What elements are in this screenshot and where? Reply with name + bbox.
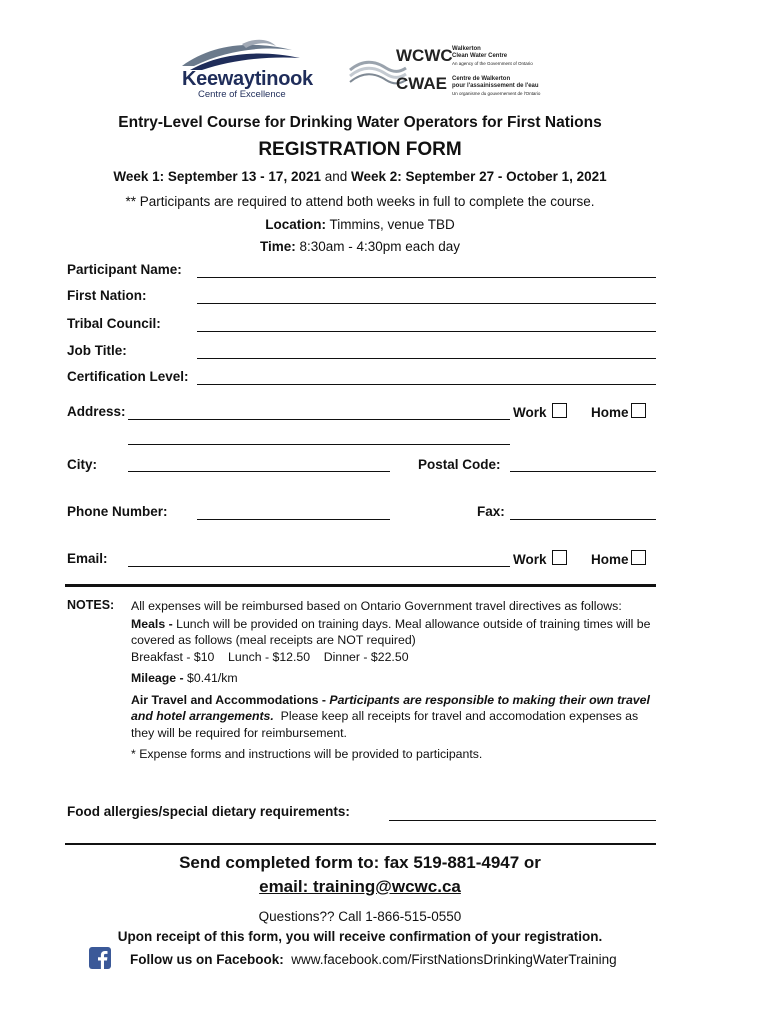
notes-intro: All expenses will be reimbursed based on Ontario Government travel directives as follows: [131,599,622,613]
location [0,217,720,232]
participant-name-field[interactable] [197,277,656,278]
and-text: and [320,169,352,184]
address-home-checkbox[interactable] [631,403,646,418]
meals-label: Meals - [131,616,177,631]
week-2: Week 2: September 27 - October 1, 2021 [351,169,607,184]
week-1: Week 1: September 13 - 17, 2021 [113,169,321,184]
air-text: Please keep all receipts for travel and accomodation expenses as they will be required for reimbursement. [131,709,642,740]
email-work-option[interactable] [513,550,567,567]
wcwc-acronym: WCWC [396,46,453,65]
notes-meals [131,616,656,649]
keewaytinook-name: Keewaytinook [182,68,313,90]
cwae-acronym: CWAE [396,74,447,93]
wcwc-name-1: Walkerton [452,46,481,52]
course-title: Entry-Level Course for Drinking Water Operators for First Nations [118,114,602,131]
mileage-value: $0.41/km [187,671,238,685]
participants-note: ** Participants are required to attend both weeks in full to complete the course. [125,194,595,209]
keewaytinook-logo [172,36,317,102]
email-work-label: Work [513,552,547,567]
send-form-line-1: Send completed form to: fax 519-881-4947 or [179,853,541,872]
food-allergies-label: Food allergies/special dietary requirements: [67,804,350,819]
air-emphasis: Participants are responsible to making their own travel and hotel arrangements. [131,692,650,723]
section-divider-2 [65,843,656,845]
address-work-label: Work [513,405,547,420]
postal-code-label: Postal Code: [418,457,501,472]
job-title-field[interactable] [197,358,656,359]
fax-field[interactable] [510,519,656,520]
time-label: Time: [259,239,296,254]
participant-name-label: Participant Name: [67,262,182,277]
wcwc-cwae-logo [348,44,578,104]
notes-air-travel [131,692,656,742]
notes-forms: * Expense forms and instructions will be provided to participants. [131,747,483,761]
address-work-option[interactable] [513,403,567,420]
phone-field[interactable] [197,519,390,520]
location-value: Timmins, venue TBD [325,217,455,232]
certification-level-label: Certification Level: [67,369,189,384]
email-work-checkbox[interactable] [552,550,567,565]
notes-label: NOTES: [67,598,115,612]
form-title: REGISTRATION FORM [258,139,462,160]
keewaytinook-subtitle: Centre of Excellence [198,89,286,100]
address-field-2[interactable] [128,444,510,445]
wcwc-name-2: Clean Water Centre [452,53,508,59]
section-divider-1 [65,584,656,587]
notes-mileage [131,670,656,687]
address-home-option[interactable] [591,403,646,420]
time-value: 8:30am - 4:30pm each day [295,239,461,254]
city-label: City: [67,457,97,472]
fax-label: Fax: [477,504,505,519]
wcwc-name-3: An agency of the Government of Ontario [452,61,533,66]
facebook-icon[interactable] [89,947,111,969]
meals-rates: Breakfast - $10 Lunch - $12.50 Dinner - $22.50 [131,649,409,664]
email-label: Email: [67,551,108,566]
postal-code-field[interactable] [510,471,656,472]
location-label: Location: [265,217,326,232]
first-nation-label: First Nation: [67,288,147,303]
email-field[interactable] [128,566,510,567]
facebook-url[interactable]: www.facebook.com/FirstNationsDrinkingWaterTraining [283,952,617,967]
meals-text: Lunch will be provided on training days. Meal allowance outside of training times will be covered as follows (meal receipts are NOT required) [131,616,651,647]
facebook-row [89,947,669,973]
mileage-label: Mileage - [131,671,188,685]
send-form-line-2[interactable]: email: training@wcwc.ca [259,877,461,896]
cwae-name-2: pour l'assainissement de l'eau [452,83,539,89]
address-field-1[interactable] [128,419,510,420]
questions-line: Questions?? Call 1-866-515-0550 [258,909,462,924]
tribal-council-field[interactable] [197,331,656,332]
cwae-name-1: Centre de Walkerton [452,76,511,82]
food-allergies-field[interactable] [389,820,656,821]
certification-level-field[interactable] [197,384,656,385]
email-home-label: Home [591,552,629,567]
city-field[interactable] [128,471,390,472]
job-title-label: Job Title: [67,343,127,358]
phone-label: Phone Number: [67,504,168,519]
tribal-council-label: Tribal Council: [67,316,161,331]
confirmation-line: Upon receipt of this form, you will receive confirmation of your registration. [117,929,603,944]
facebook-label: Follow us on Facebook: [130,952,284,967]
first-nation-field[interactable] [197,303,656,304]
cwae-name-3: Un organisme du gouvernement de l'Ontario [452,91,541,96]
time [0,239,720,254]
email-home-option[interactable] [591,550,646,567]
address-label: Address: [67,404,126,419]
address-home-label: Home [591,405,629,420]
air-label: Air Travel and Accommodations - [131,692,330,707]
notes-body [131,598,656,763]
course-dates [0,169,720,184]
address-work-checkbox[interactable] [552,403,567,418]
email-home-checkbox[interactable] [631,550,646,565]
